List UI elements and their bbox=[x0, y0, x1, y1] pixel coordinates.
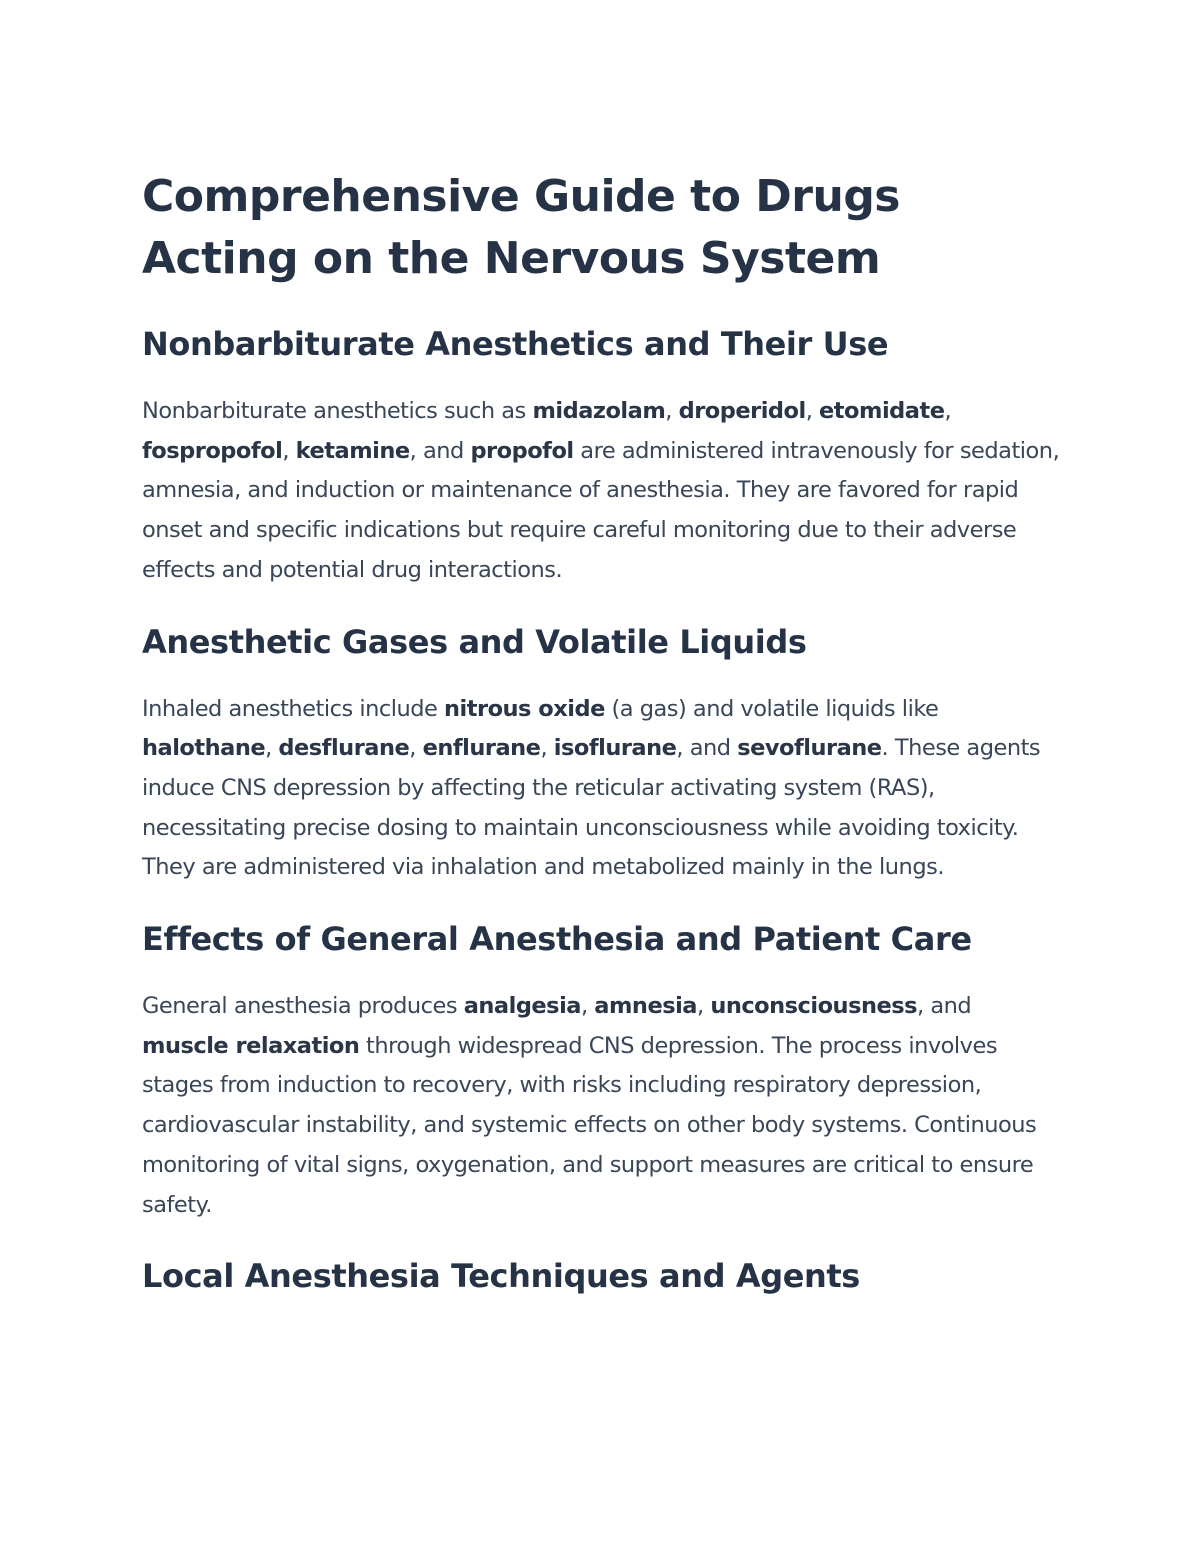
section-heading-nonbarbiturate: Nonbarbiturate Anesthetics and Their Use bbox=[142, 325, 889, 363]
section-paragraph-anesthetic-gases: Inhaled anesthetics include nitrous oxide (a gas) and volatile liquids like halothane, desflurane, enflurane, isoflurane, and sevoflurane. These agents induce CNS depression by affecting the reticular activating system (RAS), necessitating precise dosing to maintain unconsciousness while avoiding toxicity. They are administered via inhalation and metabolized mainly in the lungs. bbox=[142, 695, 1041, 881]
document-page bbox=[142, 166, 1062, 1298]
section-heading-anesthetic-gases: Anesthetic Gases and Volatile Liquids bbox=[142, 622, 807, 661]
drug-term: propofol bbox=[470, 437, 574, 464]
section-paragraph-nonbarbiturate: Nonbarbiturate anesthetics such as midazolam, droperidol, etomidate, fospropofol, ketamine, and propofol are administered intravenously for sedation, amnesia, and induction or maintenance of anesthesia. They are favored for rapid onset and specific indications but require careful monitoring due to their adverse effects and potential drug interactions. bbox=[142, 398, 1060, 583]
drug-term: sevoflurane bbox=[737, 735, 882, 762]
drug-term: halothane bbox=[142, 735, 266, 762]
drug-term: etomidate bbox=[819, 398, 945, 424]
drug-term: midazolam bbox=[532, 398, 666, 424]
section-heading-general-anesthesia: Effects of General Anesthesia and Patient Care bbox=[142, 920, 972, 959]
document-title: Comprehensive Guide to Drugs Acting on the Nervous System bbox=[142, 171, 900, 284]
drug-term: nitrous oxide bbox=[444, 695, 605, 722]
section-paragraph-general-anesthesia: General anesthesia produces analgesia, amnesia, unconsciousness, and muscle relaxation through widespread CNS depression. The process involves stages from induction to recovery, with risks including respiratory depression, cardiovascular instability, and systemic effects on other body systems. Continuous monitoring of vital signs, oxygenation, and support measures are critical to ensure safety. bbox=[142, 993, 1037, 1218]
drug-term: droperidol bbox=[678, 398, 806, 424]
drug-term: isoflurane bbox=[553, 735, 677, 762]
effect-term: unconsciousness bbox=[710, 993, 918, 1020]
effect-term: muscle relaxation bbox=[142, 1032, 360, 1059]
drug-term: fospropofol bbox=[142, 437, 283, 464]
drug-term: desflurane bbox=[278, 735, 410, 762]
section-heading-local-anesthesia: Local Anesthesia Techniques and Agents bbox=[142, 1257, 860, 1296]
effect-term: amnesia bbox=[594, 993, 697, 1020]
drug-term: enflurane bbox=[422, 735, 541, 762]
effect-term: analgesia bbox=[463, 993, 581, 1020]
drug-term: ketamine bbox=[295, 437, 410, 464]
